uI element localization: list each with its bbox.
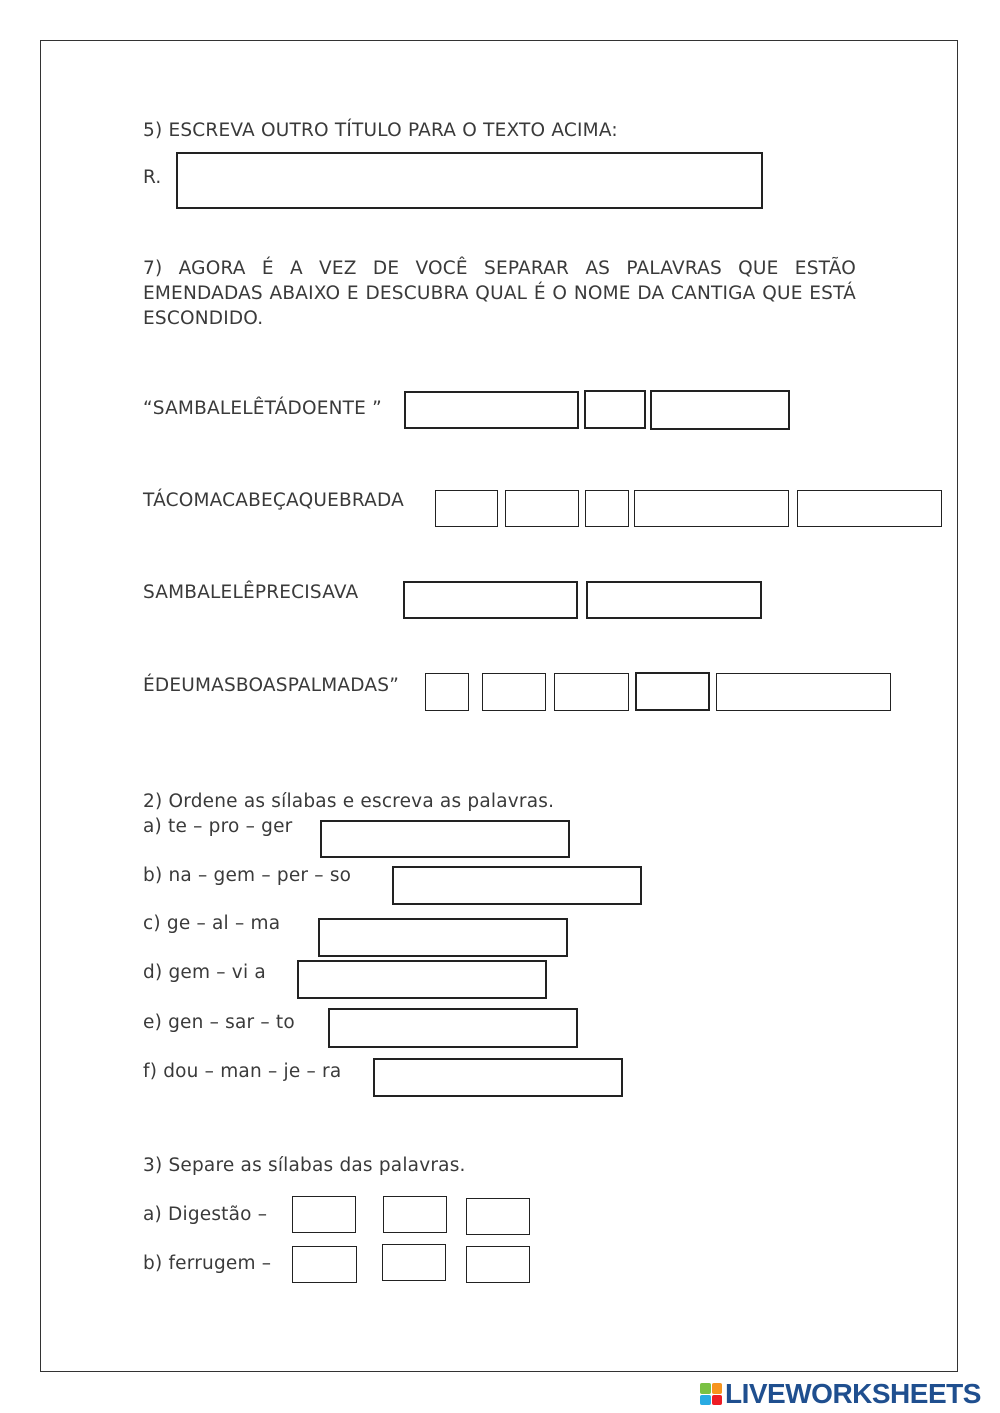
q2-item-a: a) te – pro – ger <box>143 816 293 837</box>
q3-item-b-box-1[interactable] <box>292 1246 357 1283</box>
q2-item-d-box[interactable] <box>297 960 547 999</box>
q2-item-e-box[interactable] <box>328 1008 578 1048</box>
q7-prompt: 7) AGORA É A VEZ DE VOCÊ SEPARAR AS PALAVRAS QUE ESTÃO EMENDADAS ABAIXO E DESCUBRA QUAL É O NOME DA CANTIGA QUE ESTÁ ESCONDIDO. <box>143 258 856 329</box>
q3-item-a-box-1[interactable] <box>292 1196 356 1233</box>
q7-line-2: TÁCOMACABEÇAQUEBRADA <box>143 490 404 511</box>
q5-answer-box[interactable] <box>176 152 763 209</box>
q7-line-4-box-1[interactable] <box>425 673 469 711</box>
q3-item-b-box-3[interactable] <box>466 1246 530 1283</box>
q2-item-b: b) na – gem – per – so <box>143 865 352 886</box>
q2-item-f-box[interactable] <box>373 1058 623 1097</box>
q7-line-4-box-3[interactable] <box>554 673 629 711</box>
q2-item-e: e) gen – sar – to <box>143 1012 295 1033</box>
q7-line-4-box-4[interactable] <box>635 672 710 711</box>
q7-line-3: SAMBALELÊPRECISAVA <box>143 582 359 603</box>
q2-item-f: f) dou – man – je – ra <box>143 1061 342 1082</box>
q3-item-a: a) Digestão – <box>143 1204 268 1225</box>
q7-line-2-box-1[interactable] <box>435 490 498 527</box>
q2-item-c-box[interactable] <box>318 918 568 957</box>
liveworksheets-logo-icon <box>700 1383 722 1405</box>
q2-item-c: c) ge – al – ma <box>143 913 281 934</box>
liveworksheets-brand-text: LIVEWORKSHEETS <box>725 1378 981 1409</box>
q7-line-1-box-2[interactable] <box>584 390 646 429</box>
q7-line-4-box-2[interactable] <box>482 673 546 711</box>
q2-item-b-box[interactable] <box>392 866 642 905</box>
q3-item-a-box-2[interactable] <box>383 1196 447 1233</box>
liveworksheets-logo <box>700 1378 981 1410</box>
q5-prompt: 5) ESCREVA OUTRO TÍTULO PARA O TEXTO ACIMA: <box>143 120 618 141</box>
q2-prompt: 2) Ordene as sílabas e escreva as palavras. <box>143 791 555 812</box>
q7-line-2-box-2[interactable] <box>505 490 579 527</box>
q7-line-2-box-5[interactable] <box>797 490 942 527</box>
q3-item-b-box-2[interactable] <box>382 1244 446 1281</box>
q2-item-a-box[interactable] <box>320 820 570 858</box>
q3-prompt: 3) Separe as sílabas das palavras. <box>143 1155 466 1176</box>
q7-line-4-box-5[interactable] <box>716 673 891 711</box>
q3-item-a-box-3[interactable] <box>466 1198 530 1235</box>
q7-line-1-box-3[interactable] <box>650 390 790 430</box>
q2-item-d: d) gem – vi a <box>143 962 266 983</box>
q7-line-1-box-1[interactable] <box>404 391 579 429</box>
q7-line-3-box-2[interactable] <box>586 581 762 619</box>
q5-answer-label: R. <box>143 167 162 188</box>
q3-item-b: b) ferrugem – <box>143 1253 272 1274</box>
q7-line-2-box-3[interactable] <box>585 490 629 527</box>
q7-line-2-box-4[interactable] <box>634 490 789 527</box>
q7-line-3-box-1[interactable] <box>403 581 578 619</box>
q7-line-4: ÉDEUMASBOASPALMADAS” <box>143 675 399 696</box>
q7-line-1: “SAMBALELÊTÁDOENTE ” <box>143 398 382 419</box>
